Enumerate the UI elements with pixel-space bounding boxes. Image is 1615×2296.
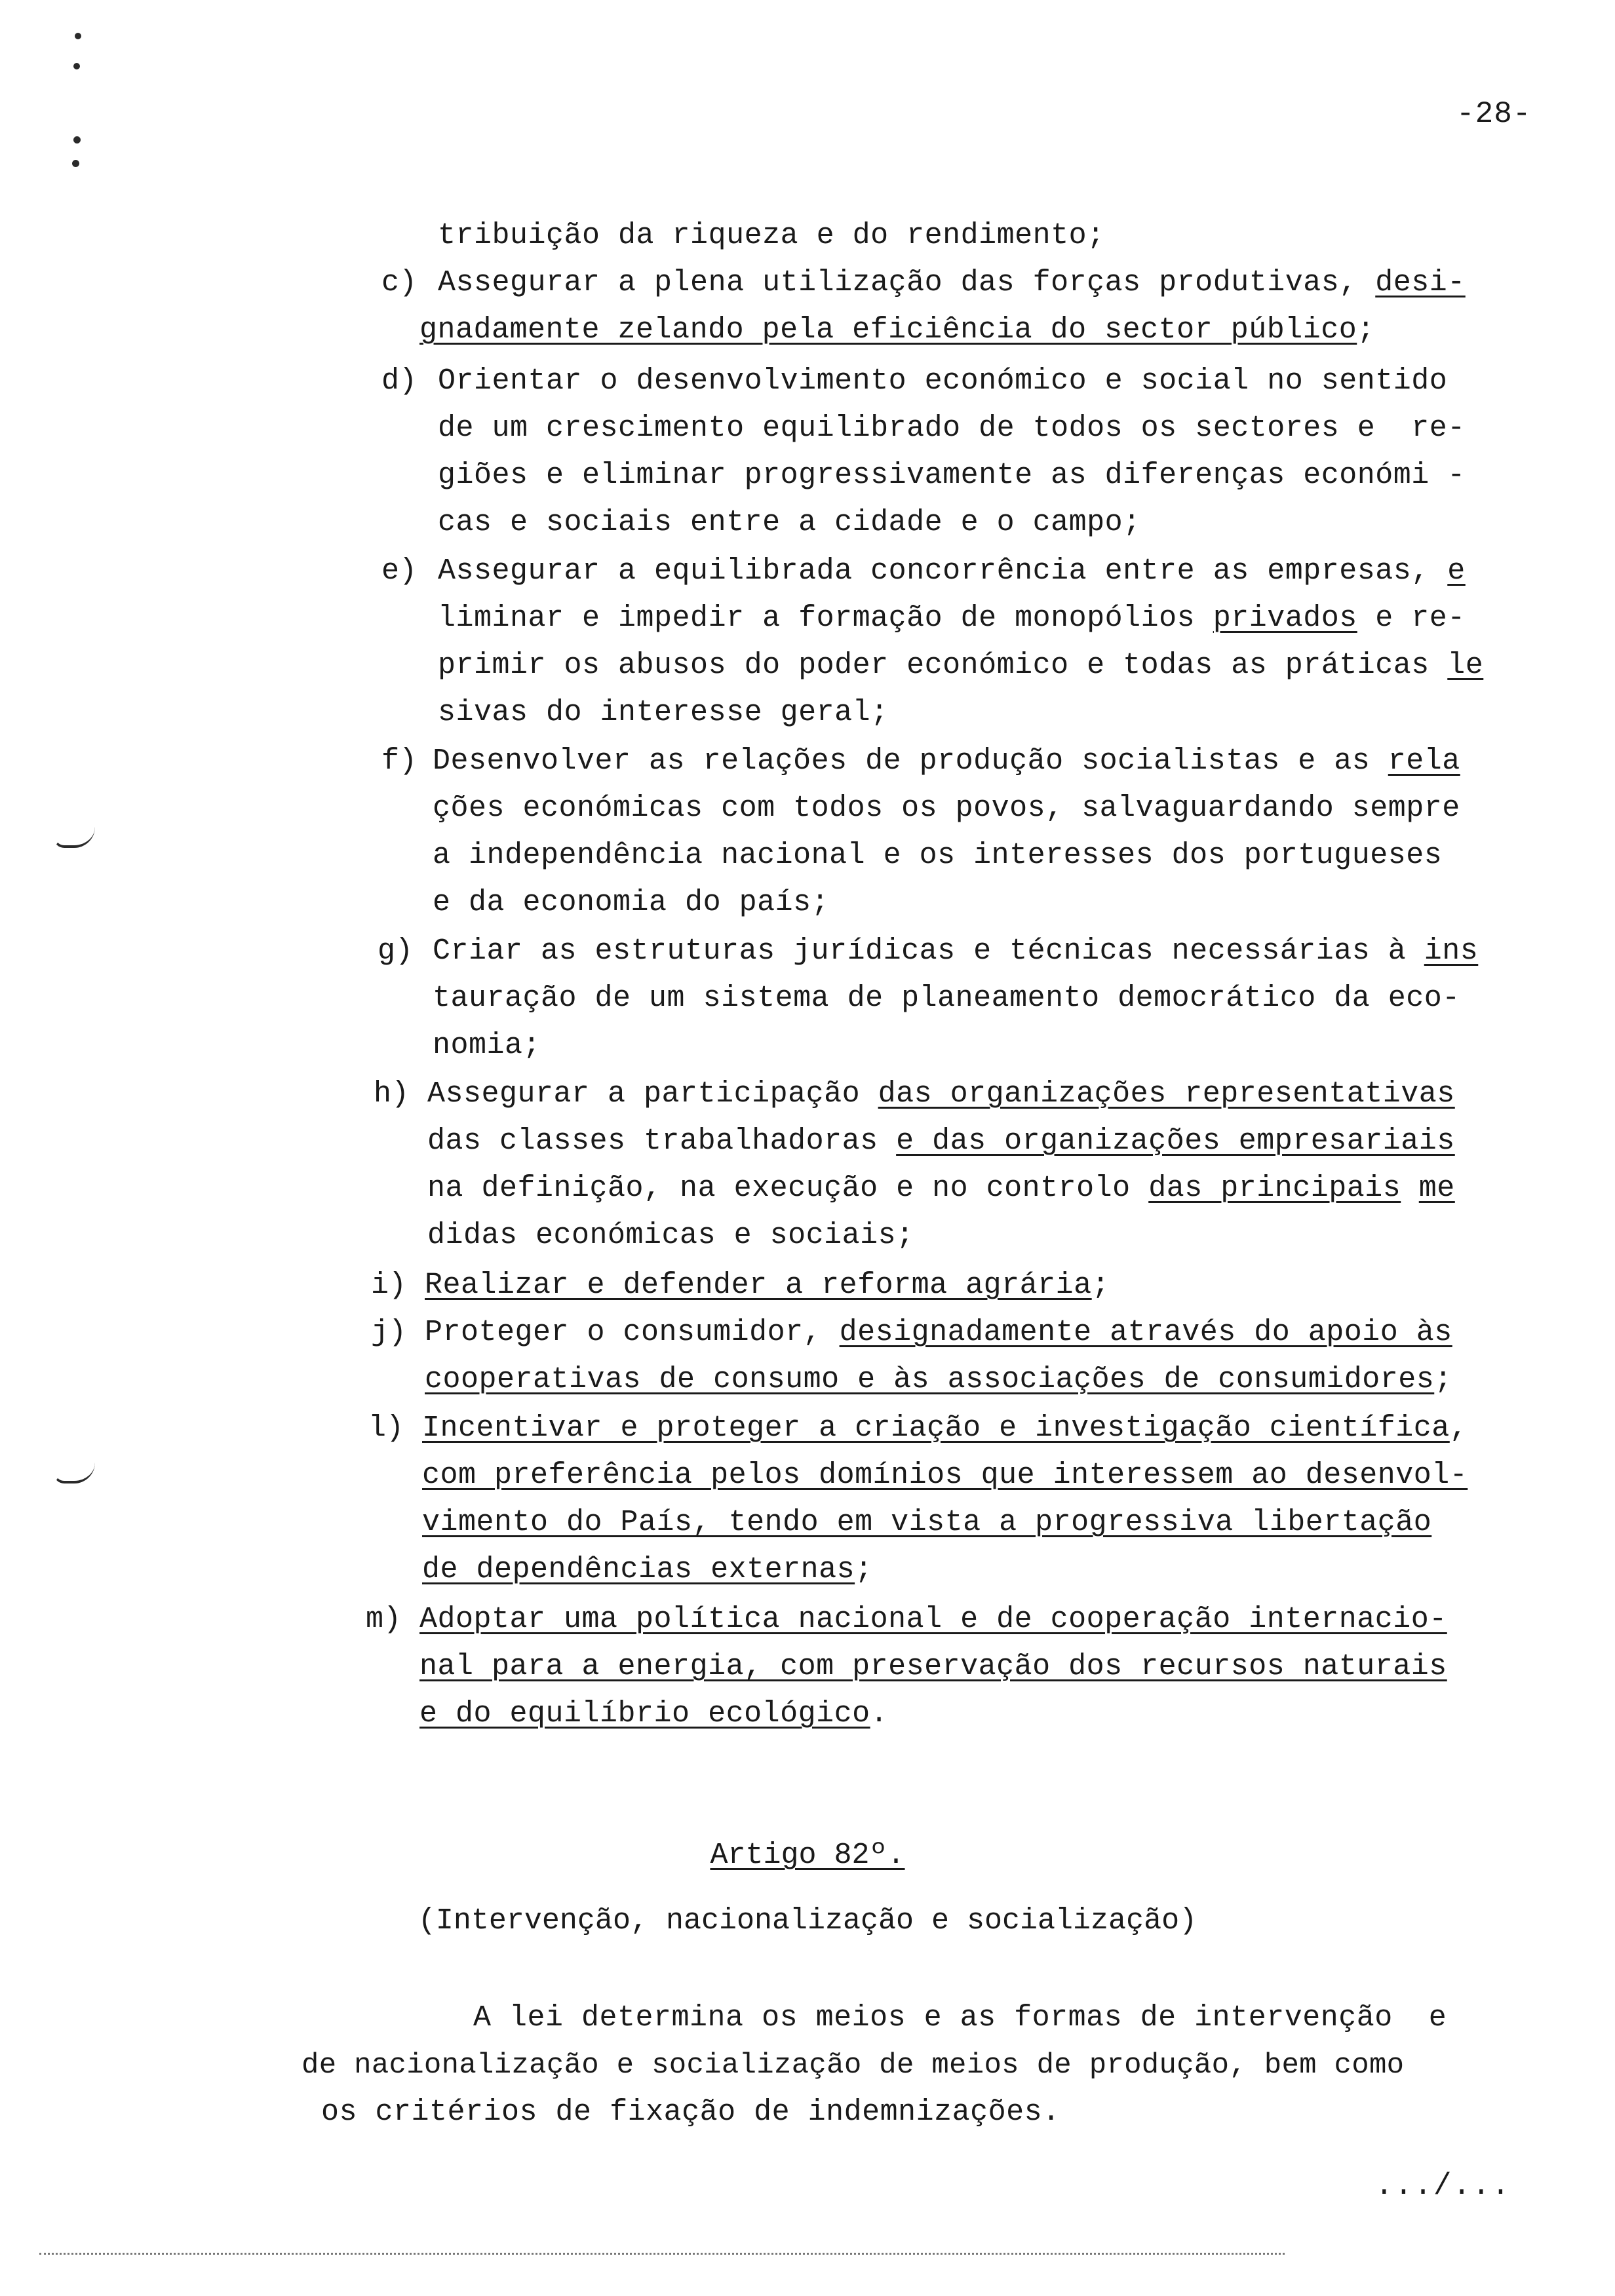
article-paragraph-line-2: de nacionalização e socialização de meios de produção, bem como [302, 2049, 1405, 2082]
item-label-l: l) [368, 1411, 404, 1445]
item-f-line-3: a independência nacional e os interesses dos portugueses [433, 839, 1443, 872]
margin-dot [73, 63, 80, 69]
item-h-line-1: Assegurar a participação das organizações representativas [427, 1077, 1455, 1111]
item-j-line-2: cooperativas de consumo e às associações de consumidores; [425, 1363, 1452, 1396]
item-d-line-1: Orientar o desenvolvimento económico e social no sentido [438, 364, 1448, 398]
item-l-line-2: com preferência pelos domínios que interessem ao desenvol- [422, 1459, 1468, 1492]
item-e-line-3: primir os abusos do poder económico e todas as práticas le [438, 649, 1484, 682]
item-m-line-1: Adoptar uma política nacional e de cooperação internacio- [419, 1603, 1447, 1636]
article-subtitle: (Intervenção, nacionalização e socialização) [418, 1904, 1197, 1938]
item-i-line-1: Realizar e defender a reforma agrária; [425, 1269, 1110, 1302]
item-label-i: i) [371, 1269, 407, 1302]
item-h-line-3: na definição, na execução e no controlo das principais me [427, 1172, 1455, 1205]
item-label-d: d) [381, 364, 418, 398]
item-l-line-1: Incentivar e proteger a criação e investigação científica, [422, 1411, 1468, 1445]
item-l-line-4: de dependências externas; [422, 1553, 873, 1586]
item-g-line-3: nomia; [433, 1029, 541, 1062]
scan-edge-line [39, 2253, 1285, 2255]
margin-dot [73, 136, 81, 144]
item-d-line-4: cas e sociais entre a cidade e o campo; [438, 506, 1141, 539]
margin-check-mark [54, 1463, 95, 1483]
item-e-line-2: liminar e impedir a formação de monopólios privados e re- [438, 602, 1466, 635]
item-e-line-1: Assegurar a equilibrada concorrência entre as empresas, e [438, 554, 1466, 588]
item-f-line-1: Desenvolver as relações de produção socialistas e as rela [433, 744, 1460, 778]
item-h-line-2: das classes trabalhadoras e das organizações empresariais [427, 1124, 1455, 1158]
item-g-line-2: tauração de um sistema de planeamento democrático da eco- [433, 982, 1460, 1015]
item-m-line-3: e do equilíbrio ecológico. [419, 1697, 889, 1731]
item-e-line-4: sivas do interesse geral; [438, 696, 889, 729]
margin-dot [75, 33, 81, 39]
item-label-j: j) [371, 1316, 407, 1349]
item-l-line-3: vimento do País, tendo em vista a progressiva libertação [422, 1506, 1432, 1539]
page-number: -28- [1456, 97, 1532, 131]
item-label-e: e) [381, 554, 418, 588]
item-label-h: h) [374, 1077, 410, 1111]
item-label-f: f) [381, 744, 418, 778]
margin-dot [72, 160, 79, 167]
item-c-line-2: gnadamente zelando pela eficiência do sector público; [419, 313, 1375, 347]
item-d-line-3: giões e eliminar progressivamente as diferenças económi - [438, 459, 1466, 492]
item-j-line-1: Proteger o consumidor, designadamente através do apoio às [425, 1316, 1452, 1349]
margin-check-mark [54, 827, 95, 848]
item-label-m: m) [366, 1603, 402, 1636]
item-label-g: g) [378, 934, 414, 968]
item-d-line-2: de um crescimento equilibrado de todos os sectores e re- [438, 411, 1466, 445]
item-c-line-1: Assegurar a plena utilização das forças produtivas, desi- [438, 266, 1466, 299]
item-m-line-2: nal para a energia, com preservação dos recursos naturais [419, 1650, 1447, 1683]
article-paragraph-line-3: os critérios de fixação de indemnizações. [321, 2095, 1060, 2129]
item-label-c: c) [381, 266, 418, 299]
text-line: tribuição da riqueza e do rendimento; [438, 219, 1105, 252]
article-title: Artigo 82º. [710, 1839, 905, 1872]
item-h-line-4: didas económicas e sociais; [427, 1219, 914, 1252]
item-f-line-2: ções económicas com todos os povos, salvaguardando sempre [433, 792, 1460, 825]
item-g-line-1: Criar as estruturas jurídicas e técnicas necessárias à ins [433, 934, 1479, 968]
continuation-mark: .../... [1375, 2169, 1511, 2203]
item-f-line-4: e da economia do país; [433, 886, 830, 919]
article-paragraph-line-1: A lei determina os meios e as formas de intervenção e [473, 2001, 1447, 2035]
